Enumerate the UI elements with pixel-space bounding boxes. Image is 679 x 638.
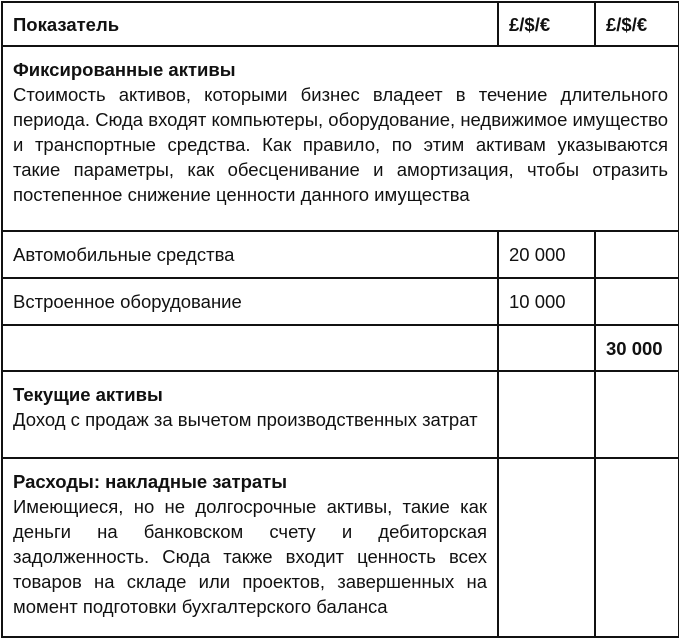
overheads-title: Расходы: накладные затраты — [13, 471, 288, 492]
row-empty-cell — [595, 278, 679, 325]
fixed-assets-total: 30 000 — [595, 325, 679, 371]
fixed-assets-title: Фиксированные активы — [13, 59, 236, 80]
current-assets-cell — [2, 371, 498, 458]
row-value: 20 000 — [498, 231, 595, 278]
table-row — [2, 231, 679, 278]
current-assets-description: Доход с продаж за вычетом производственных затрат — [13, 409, 478, 430]
current-assets-title: Текущие активы — [13, 384, 163, 405]
row-value: 10 000 — [498, 278, 595, 325]
fixed-assets-cell — [2, 46, 679, 231]
table-row — [2, 278, 679, 325]
total-empty-label — [2, 325, 498, 371]
overheads-description: Имеющиеся, но не долгосрочные активы, такие как деньги на банковском счету и дебиторская задолженность. Сюда также входит ценность всех товаров на складе или проектов, завершенных на момент подготовки бухгалтерского баланса — [13, 496, 487, 617]
header-indicator: Показатель — [2, 2, 498, 46]
fixed-assets-description: Стоимость активов, которыми бизнес владеет в течение длительного периода. Сюда входят компьютеры, оборудование, недвижимое имущество и транспортные средства. Как правило, по этим активам указываются такие параметры, как обесценивание и амортизация, чтобы отразить постепенное снижение ценности данного имущества — [13, 84, 668, 205]
current-assets-section — [2, 371, 679, 458]
current-assets-empty-1 — [498, 371, 595, 458]
row-label: Автомобильные средства — [2, 231, 498, 278]
balance-sheet-table — [1, 1, 679, 638]
overheads-section — [2, 458, 679, 637]
total-empty-value — [498, 325, 595, 371]
overheads-cell — [2, 458, 498, 637]
row-label: Встроенное оборудование — [2, 278, 498, 325]
header-currency-2: £/$/€ — [595, 2, 679, 46]
fixed-assets-total-row — [2, 325, 679, 371]
fixed-assets-section — [2, 46, 679, 231]
current-assets-empty-2 — [595, 371, 679, 458]
table-header-row — [2, 2, 679, 46]
overheads-empty-1 — [498, 458, 595, 637]
row-empty-cell — [595, 231, 679, 278]
overheads-empty-2 — [595, 458, 679, 637]
header-currency-1: £/$/€ — [498, 2, 595, 46]
